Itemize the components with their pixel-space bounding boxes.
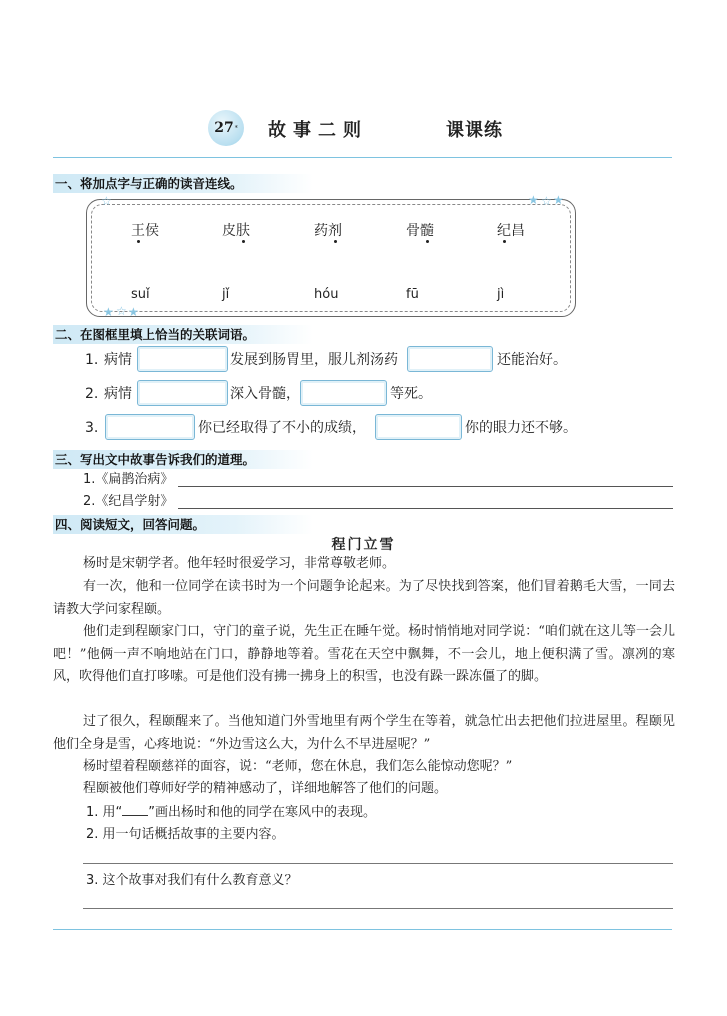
star-icon: ☆ bbox=[116, 304, 127, 318]
answer-box[interactable] bbox=[105, 414, 195, 440]
answer-line[interactable] bbox=[178, 486, 673, 487]
word-item bbox=[314, 220, 342, 240]
story-title: 程门立雪 bbox=[331, 537, 396, 553]
q2-text-b: 深入骨髓， bbox=[230, 386, 300, 402]
answer-box[interactable] bbox=[300, 380, 387, 406]
story-paragraph: 过了很久，程颐醒来了。当他知道门外雪地里有两个学生在等着，就急忙出去把他们拉进屋里。程颐见他们全身是雪，心疼地说：“外边雪这么大，为什么不早进屋呢？” bbox=[53, 714, 675, 752]
lesson-type: 课课练 bbox=[446, 120, 503, 141]
pinyin-item: jǐ bbox=[222, 287, 230, 302]
word-text: 皮肤 bbox=[222, 223, 250, 239]
word-text: 药剂 bbox=[314, 223, 342, 239]
star-icon: ☆ bbox=[541, 194, 552, 208]
q2-number: 2. bbox=[85, 386, 99, 402]
q1-text-a: 病情 bbox=[104, 352, 132, 368]
story-paragraph: 程颐被他们尊师好学的精神感动了，详细地解答了他们的问题。 bbox=[83, 781, 448, 796]
story-paragraph: 有一次，他和一位同学在读书时为一个问题争论起来。为了尽快找到答案，他们冒着鹅毛大雪，一同去请教大学问家程颐。 bbox=[53, 579, 675, 617]
word-item bbox=[406, 220, 434, 240]
footer-divider bbox=[53, 929, 672, 930]
question-1-suffix: ”画出杨时和他的同学在寒风中的表现。 bbox=[148, 805, 377, 820]
q3-text-c: 你的眼力还不够。 bbox=[465, 420, 577, 436]
question-1 bbox=[86, 804, 376, 822]
pinyin-item: fū bbox=[406, 287, 419, 302]
lesson-number-badge bbox=[208, 110, 244, 146]
pinyin-item: jì bbox=[497, 287, 505, 302]
answer-box[interactable] bbox=[137, 346, 228, 372]
word-item bbox=[497, 220, 525, 240]
q1-text-b: 发展到肠胃里，服儿剂汤药 bbox=[230, 352, 398, 368]
story-paragraph: 他们走到程颐家门口，守门的童子说，先生正在睡午觉。杨时悄悄地对同学说：“咱们就在这儿等一会儿吧！”他俩一声不响地站在门口，静静地等着。雪花在天空中飘舞，不一会儿，地上便积满了雪。凛冽的寒风，吹得他们直打哆嗦。可是他们没有拂一拂身上的积雪，也没有跺一跺冻僵了的脚。 bbox=[53, 624, 675, 685]
section1-heading: 一、将加点字与正确的读音连线。 bbox=[53, 174, 313, 193]
q3-text-b: 你已经取得了不小的成绩， bbox=[198, 420, 366, 436]
star-icon: ★ bbox=[553, 193, 564, 207]
emphasis-dot bbox=[242, 240, 245, 243]
emphasis-dot bbox=[503, 240, 506, 243]
pinyin-item: suǐ bbox=[131, 287, 150, 302]
q2-text-a: 病情 bbox=[104, 386, 132, 402]
answer-line[interactable] bbox=[83, 863, 673, 864]
emphasis-dot bbox=[334, 240, 337, 243]
section2-heading: 二、在图框里填上恰当的关联词语。 bbox=[53, 325, 313, 344]
word-text: 纪昌 bbox=[497, 223, 525, 239]
underline-sample bbox=[122, 804, 148, 816]
answer-line[interactable] bbox=[83, 908, 673, 909]
section4-heading: 四、阅读短文，回答问题。 bbox=[53, 515, 313, 534]
word-text: 王侯 bbox=[131, 223, 159, 239]
q1-number: 1. bbox=[85, 352, 99, 368]
lesson-number-mark: * bbox=[234, 124, 238, 132]
q1-text-c: 还能治好。 bbox=[497, 352, 567, 368]
lesson-number: 27 bbox=[214, 120, 234, 136]
answer-box[interactable] bbox=[375, 414, 462, 440]
question-2: 2. 用一句话概括故事的主要内容。 bbox=[86, 827, 285, 842]
header-divider bbox=[53, 157, 672, 158]
moral-item-2: 2.《纪昌学射》 bbox=[83, 494, 174, 509]
question-1-prefix: 1. 用“ bbox=[86, 805, 123, 820]
story-paragraph: 杨时望着程颐慈祥的面容，说：“老师，您在休息，我们怎么能惊动您呢？” bbox=[83, 759, 513, 774]
word-item bbox=[222, 220, 250, 240]
star-icon: ★ bbox=[528, 193, 539, 207]
moral-item-1: 1.《扁鹊治病》 bbox=[83, 472, 174, 487]
question-3: 3. 这个故事对我们有什么教育意义？ bbox=[86, 873, 298, 888]
pinyin-item: hóu bbox=[314, 287, 339, 302]
answer-box[interactable] bbox=[407, 346, 493, 372]
lesson-title: 故事二则 bbox=[268, 120, 368, 141]
word-text: 骨髓 bbox=[406, 223, 434, 239]
q3-number: 3. bbox=[85, 420, 99, 436]
star-icon: ★ bbox=[103, 305, 114, 319]
answer-line[interactable] bbox=[178, 508, 673, 509]
section3-heading: 三、写出文中故事告诉我们的道理。 bbox=[53, 450, 313, 469]
word-item bbox=[131, 220, 159, 240]
emphasis-dot bbox=[426, 240, 429, 243]
star-icon: ☆ bbox=[101, 194, 112, 208]
emphasis-dot bbox=[137, 240, 140, 243]
story-paragraph: 杨时是宋朝学者。他年轻时很爱学习，非常尊敬老师。 bbox=[83, 556, 396, 571]
q2-text-c: 等死。 bbox=[390, 386, 432, 402]
answer-box[interactable] bbox=[137, 380, 228, 406]
star-icon: ★ bbox=[128, 305, 139, 319]
